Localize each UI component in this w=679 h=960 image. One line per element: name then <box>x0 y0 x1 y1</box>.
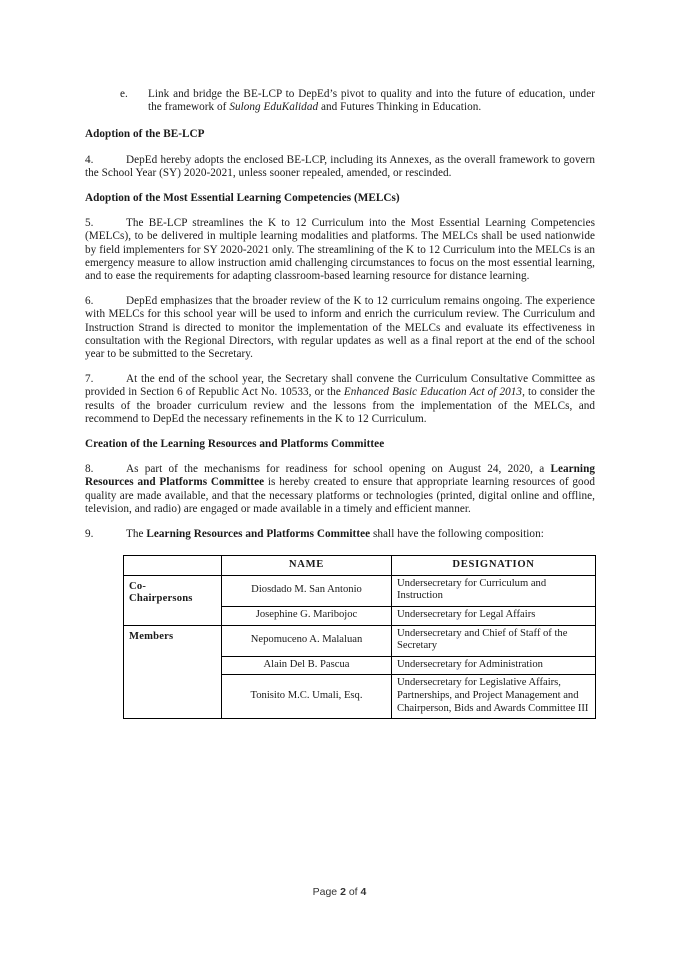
table-cell-name: Alain Del B. Pascua <box>222 656 392 675</box>
list-item-text-part2: and Futures Thinking in Education. <box>318 101 482 114</box>
paragraph-7-number: 7. <box>85 373 94 386</box>
paragraph-7-text-part2: , to consider the results of the broader curriculum review and the lessons from the implementation of the MELCs, and recommend to DepEd the necessary refinements in the K to 12 Curriculum. <box>85 386 595 425</box>
committee-table-wrapper <box>85 555 595 719</box>
paragraph-9-text-part1: The <box>126 528 147 541</box>
role-line-1: Co- <box>129 580 147 592</box>
paragraph-6-number: 6. <box>85 295 94 308</box>
footer-middle: of <box>345 886 361 898</box>
table-row <box>124 575 596 606</box>
list-item-marker: e. <box>120 88 128 100</box>
footer-prefix: Page <box>312 886 341 898</box>
paragraph-4 <box>85 154 595 180</box>
paragraph-5-text: The BE-LCP streamlines the K to 12 Curriculum into the Most Essential Learning Competencies (MELCs), to be delivered in multiple learning modalities and platforms. The MELCs shall be used nationwide by field implementers for SY 2020-2021 only. The streamlining of the K to 12 Curriculum into the MELCs is an emergency measure to allow instruction amid challenging circumstances to focus on the most essential learning, and to ease the requirements for adapting classroom-based learning resource for distance learning. <box>85 217 595 283</box>
section-heading-adoption-melcs: Adoption of the Most Essential Learning Competencies (MELCs) <box>85 192 400 205</box>
table-cell-role-cochairpersons <box>124 575 222 625</box>
footer-total-pages: 4 <box>360 886 367 898</box>
list-item-text <box>148 88 595 114</box>
paragraph-8 <box>85 463 595 516</box>
paragraph-8-text-part2: is hereby created to ensure that appropriate learning resources of good quality are made available, and that the necessary platforms or technologies (printed, digital online and offline, television, and radio) are engaged or made available in a timely and efficient manner. <box>85 476 595 515</box>
committee-composition-table <box>123 555 596 719</box>
paragraph-8-bold-phrase: Learning Resources and Platforms Committee <box>85 463 595 489</box>
paragraph-4-number: 4. <box>85 153 94 166</box>
table-cell-designation: Undersecretary and Chief of Staff of the Secretary <box>392 625 596 656</box>
paragraph-9-bold-phrase: Learning Resources and Platforms Committee <box>146 528 371 541</box>
paragraph-7 <box>85 373 595 426</box>
list-item-e <box>85 88 595 114</box>
paragraph-6-text: DepEd emphasizes that the broader review of the K to 12 curriculum remains ongoing. The experience with MELCs for this school year will be used to inform and enrich the curriculum review. The Curriculum and Instruction Strand is directed to monitor the implementation of the MELCs and evaluate its effectiveness in consultation with the Regional Directors, with regular updates as well as a final report at the end of the school year to be submitted to the Secretary. <box>85 295 595 361</box>
paragraph-8-number: 8. <box>85 463 94 476</box>
footer-page-number: 2 <box>340 886 346 898</box>
table-header-row <box>124 556 596 576</box>
role-line-2: Chairpersons <box>129 593 193 605</box>
paragraph-9-text-part2: shall have the following composition: <box>370 528 544 541</box>
paragraph-5 <box>85 217 595 283</box>
page-footer <box>0 886 679 898</box>
paragraph-7-text-part1: At the end of the school year, the Secretary shall convene the Curriculum Consultative Committee as provided in Section 6 of Republic Act No. 10533, or the <box>85 373 595 399</box>
table-header-role <box>124 556 222 576</box>
list-item-text-part1: Link and bridge the BE-LCP to DepEd’s pivot to quality and into the future of education, under the framework of <box>148 88 595 114</box>
table-cell-designation: Undersecretary for Curriculum and Instruction <box>392 575 596 606</box>
table-cell-name: Nepomuceno A. Malaluan <box>222 625 392 656</box>
table-cell-name: Josephine G. Maribojoc <box>222 607 392 626</box>
section-heading-creation-committee: Creation of the Learning Resources and Platforms Committee <box>85 438 385 451</box>
paragraph-5-number: 5. <box>85 217 94 230</box>
table-cell-designation: Undersecretary for Legislative Affairs, Partnerships, and Project Management and Chairperson, Bids and Awards Committee III <box>392 675 596 719</box>
paragraph-9 <box>85 528 595 541</box>
paragraph-8-text-part1: As part of the mechanisms for readiness for school opening on August 24, 2020, a <box>126 463 551 476</box>
table-cell-designation: Undersecretary for Administration <box>392 656 596 675</box>
section-heading-adoption-belcp: Adoption of the BE-LCP <box>85 128 205 141</box>
paragraph-9-number: 9. <box>85 528 94 541</box>
table-cell-name: Diosdado M. San Antonio <box>222 575 392 606</box>
table-cell-designation: Undersecretary for Legal Affairs <box>392 607 596 626</box>
paragraph-4-text: DepEd hereby adopts the enclosed BE-LCP, including its Annexes, as the overall framework to govern the School Year (SY) 2020-2021, unless sooner repealed, amended, or rescinded. <box>85 153 595 179</box>
table-header-designation: DESIGNATION <box>392 556 596 576</box>
table-header-name: NAME <box>222 556 392 576</box>
table-cell-name: Tonisito M.C. Umali, Esq. <box>222 675 392 719</box>
table-cell-role-members: Members <box>124 625 222 719</box>
list-item-italic-phrase: Sulong EduKalidad <box>229 101 319 114</box>
paragraph-6 <box>85 295 595 361</box>
table-row <box>124 625 596 656</box>
paragraph-7-italic-phrase: Enhanced Basic Education Act of 2013 <box>343 386 523 399</box>
